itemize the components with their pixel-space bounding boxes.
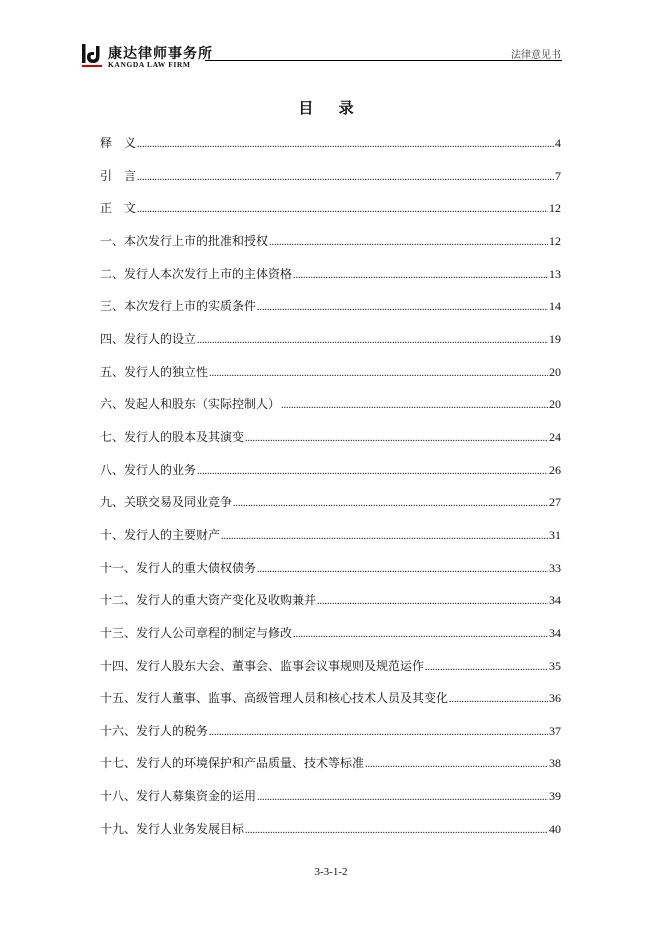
toc-entry-label: 三、本次发行上市的实质条件 — [100, 299, 257, 314]
toc-leader-dots — [245, 433, 548, 444]
toc-entry[interactable] — [100, 167, 561, 200]
toc-leader-dots — [233, 498, 548, 509]
toc-entry-label: 四、发行人的设立 — [100, 331, 197, 346]
toc-entry-page: 12 — [549, 201, 561, 216]
toc-leader-dots — [425, 662, 548, 673]
toc-leader-dots — [197, 466, 548, 477]
toc-entry-page: 34 — [549, 593, 561, 608]
toc-entry-label: 十四、发行人股东大会、董事会、监事会议事规则及规范运作 — [100, 658, 425, 673]
toc-entry-label: 十、发行人的主要财产 — [100, 527, 221, 542]
toc-entry-page: 12 — [549, 233, 561, 248]
toc-leader-dots — [209, 368, 548, 379]
toc-entry[interactable] — [100, 624, 561, 657]
toc-leader-dots — [209, 727, 548, 738]
toc-entry-page: 40 — [549, 821, 561, 836]
toc-entry-page: 33 — [549, 560, 561, 575]
table-of-contents — [100, 134, 561, 852]
firm-name-en: KANGDA LAW FIRM — [108, 60, 191, 69]
toc-leader-dots — [257, 792, 548, 803]
toc-entry-label: 十二、发行人的重大资产变化及收购兼并 — [100, 593, 317, 608]
toc-leader-dots — [269, 237, 548, 248]
toc-entry[interactable] — [100, 559, 561, 592]
toc-entry-label: 正 文 — [100, 201, 137, 216]
toc-entry[interactable] — [100, 787, 561, 820]
toc-leader-dots — [197, 335, 548, 346]
toc-leader-dots — [221, 531, 548, 542]
toc-entry[interactable] — [100, 493, 561, 526]
toc-entry-label: 十五、发行人董事、监事、高级管理人员和核心技术人员及其变化 — [100, 691, 449, 706]
toc-entry-page: 35 — [549, 658, 561, 673]
document-type: 法律意见书 — [511, 50, 561, 61]
toc-entry-label: 引 言 — [100, 168, 137, 183]
toc-entry-page: 4 — [555, 136, 561, 150]
toc-leader-dots — [365, 759, 548, 770]
firm-name-cn: 康达律师事务所 — [108, 46, 213, 62]
toc-entry[interactable] — [100, 265, 561, 298]
toc-leader-dots — [257, 564, 548, 575]
toc-leader-dots — [137, 139, 554, 150]
toc-title: 目 录 — [298, 99, 364, 117]
page-number: 3-3-1-2 — [314, 866, 348, 878]
toc-entry-page: 14 — [549, 299, 561, 314]
toc-entry-page: 7 — [555, 168, 561, 183]
toc-entry[interactable] — [100, 232, 561, 265]
toc-entry-label: 八、发行人的业务 — [100, 462, 197, 477]
toc-leader-dots — [281, 400, 548, 411]
toc-entry-page: 38 — [549, 756, 561, 771]
toc-entry-page: 34 — [549, 625, 561, 640]
toc-entry-page: 20 — [549, 397, 561, 412]
toc-leader-dots — [293, 270, 548, 281]
toc-leader-dots — [257, 302, 548, 313]
toc-entry[interactable] — [100, 526, 561, 559]
toc-entry[interactable] — [100, 722, 561, 755]
toc-entry[interactable] — [100, 297, 561, 330]
toc-entry-page: 31 — [549, 527, 561, 542]
toc-entry[interactable] — [100, 330, 561, 363]
toc-entry[interactable] — [100, 199, 561, 232]
toc-entry-page: 20 — [549, 364, 561, 379]
toc-leader-dots — [293, 629, 548, 640]
toc-entry-page: 26 — [549, 462, 561, 477]
toc-entry[interactable] — [100, 689, 561, 722]
toc-entry-label: 释 义 — [100, 136, 137, 150]
toc-entry-page: 27 — [549, 495, 561, 510]
toc-entry[interactable] — [100, 461, 561, 494]
toc-entry[interactable] — [100, 134, 561, 167]
toc-entry-label: 十六、发行人的税务 — [100, 723, 209, 738]
toc-entry-label: 十九、发行人业务发展目标 — [100, 821, 245, 836]
toc-leader-dots — [137, 204, 548, 215]
toc-entry-label: 六、发起人和股东（实际控制人） — [100, 397, 281, 412]
toc-leader-dots — [449, 694, 548, 705]
kangda-logo-icon — [82, 44, 102, 68]
toc-entry[interactable] — [100, 657, 561, 690]
toc-entry[interactable] — [100, 820, 561, 853]
toc-entry-label: 七、发行人的股本及其演变 — [100, 429, 245, 444]
toc-entry-label: 十一、发行人的重大债权债务 — [100, 560, 257, 575]
toc-entry[interactable] — [100, 428, 561, 461]
toc-entry-label: 一、本次发行上市的批准和授权 — [100, 233, 269, 248]
toc-entry[interactable] — [100, 754, 561, 787]
toc-entry[interactable] — [100, 591, 561, 624]
toc-entry-label: 五、发行人的独立性 — [100, 364, 209, 379]
toc-entry-page: 36 — [549, 691, 561, 706]
toc-entry-label: 九、关联交易及同业竞争 — [100, 495, 233, 510]
toc-entry-label: 十七、发行人的环境保护和产品质量、技术等标准 — [100, 756, 365, 771]
toc-entry-page: 19 — [549, 331, 561, 346]
toc-leader-dots — [317, 596, 548, 607]
toc-entry-page: 37 — [549, 723, 561, 738]
toc-entry-label: 十三、发行人公司章程的制定与修改 — [100, 625, 293, 640]
toc-entry-page: 39 — [549, 789, 561, 804]
toc-entry-label: 十八、发行人募集资金的运用 — [100, 789, 257, 804]
toc-leader-dots — [137, 172, 554, 183]
toc-entry[interactable] — [100, 395, 561, 428]
toc-entry-page: 24 — [549, 429, 561, 444]
header-divider — [205, 60, 562, 61]
toc-entry-label: 二、发行人本次发行上市的主体资格 — [100, 266, 293, 281]
toc-entry[interactable] — [100, 363, 561, 396]
toc-entry-page: 13 — [549, 266, 561, 281]
toc-leader-dots — [245, 825, 548, 836]
